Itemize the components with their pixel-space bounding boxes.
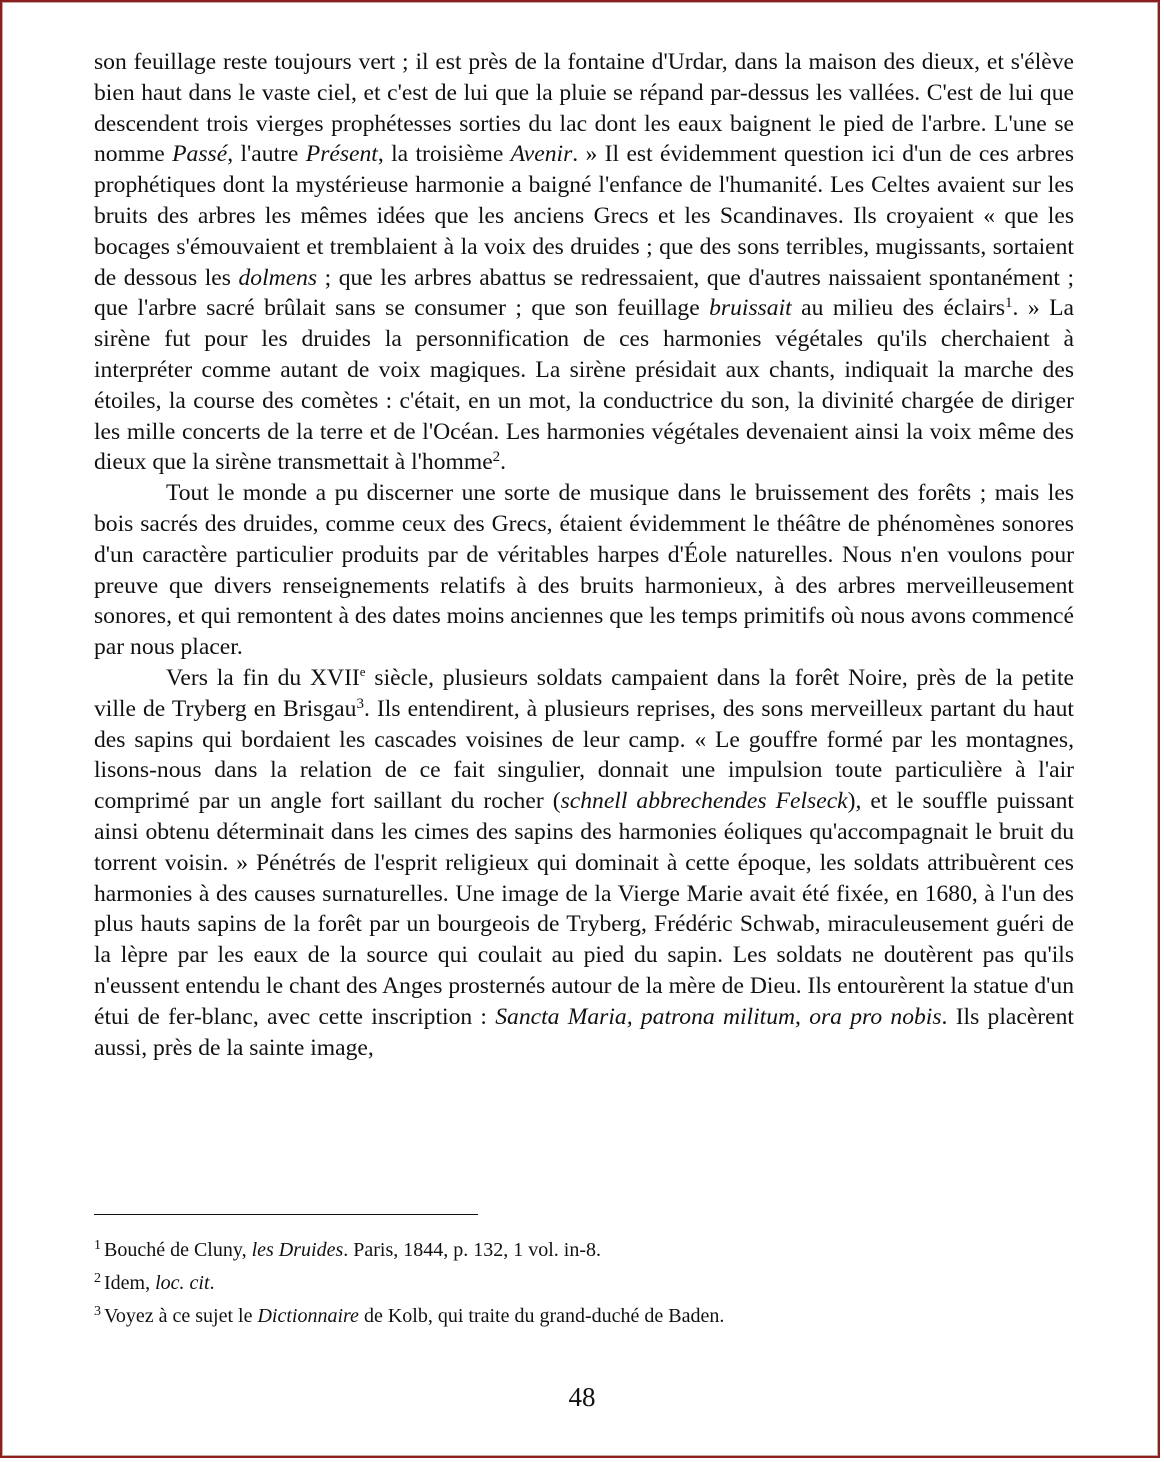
text-run: siècle, plusieurs soldats campaient dans la forêt Noire, près de la petite ville de Tryberg en Brisgau (94, 664, 1074, 722)
footnote-italic: loc. cit (155, 1272, 210, 1294)
footnote-ref: 3 (356, 695, 364, 712)
footnote-1 (94, 1234, 1074, 1267)
text-run: . Ils entendirent, à plusieurs reprises, des sons merveilleux partant du haut des sapins qui bordaient les cascades voisines de leur camp. « Le gouffre formé par les montagnes, lisons-nous dans la relation de ce fait singulier, donnait une impulsion toute particulière à l'air comprimé par un angle fort saillant du rocher ( (94, 695, 1074, 815)
body-text (94, 47, 1074, 1063)
footnote-number: 2 (94, 1271, 101, 1286)
paragraph-1 (94, 47, 1074, 478)
text-run: ), et le souffle puissant ainsi obtenu déterminait dans les cimes des sapins des harmonies éoliques qu'accompagnait le bruit du torrent voisin. » Pénétrés de l'esprit religieux qui dominait à cette époque, les soldats attribuèrent ces harmonies à des causes surnaturelles. Une image de la Vierge Marie avait été fixée, en 1680, à l'un des plus hauts sapins de la forêt par un bourgeois de Tryberg, Frédéric Schwab, miraculeusement guéri de la lèpre par les eaux de la source qui coulait au pied du sapin. Les soldats ne doutèrent pas qu'ils n'eussent entendu le chant des Anges prosternés autour de la mère de Dieu. Ils entourèrent la statue d'un étui de fer-blanc, avec cette inscription : (94, 788, 1074, 1030)
ordinal-superscript: e (359, 663, 366, 679)
footnote-number: 1 (94, 1238, 101, 1253)
footnote-text: . (209, 1272, 215, 1294)
footnote-text: . Paris, 1844, p. 132, 1 vol. in-8. (343, 1239, 602, 1261)
page-number: 48 (568, 1382, 596, 1412)
text-run: ; que les arbres abattus se redressaient, que d'autres naissaient spontanément ; que l'arbre sacré brûlait sans se consumer ; que son feuillage (94, 264, 1074, 322)
text-run: , l'autre (227, 141, 306, 168)
footnote-separator (94, 1214, 478, 1215)
footnote-number: 3 (94, 1304, 101, 1319)
text-run: au milieu des éclairs (791, 295, 1006, 322)
italic-run: bruissait (709, 295, 792, 322)
italic-run: Passé (172, 141, 228, 168)
footnote-ref: 2 (492, 449, 501, 466)
text-run: . » La sirène fut pour les druides la personnification de ces harmonies végétales qu'ils cherchaient à interpréter comme autant de voix magiques. La sirène présidait aux chants, indiquait la marche des étoiles, la course des comètes : c'était, en un mot, la conductrice du son, la divinité chargée de diriger les mille concerts de la terre et de l'Océan. Les harmonies végétales devenaient ainsi la voix même des dieux que la sirène transmettait à l'homme (94, 295, 1074, 476)
footnotes (94, 1234, 1074, 1333)
footnote-text: Idem, (104, 1272, 156, 1294)
footnote-2 (94, 1267, 1074, 1300)
italic-run: dolmens (238, 264, 318, 291)
text-run: , la troisième (377, 141, 511, 168)
italic-run: Avenir (510, 141, 573, 168)
text-run: . » Il est évidemment question ici d'un de ces arbres prophétiques dont la mystérieuse harmonie a baigné l'enfance de l'humanité. Les Celtes avaient sur les bruits des arbres les mêmes idées que les anciens Grecs et les Scandinaves. Ils croyaient « que les bocages s'émouvaient et tremblaient à la voix des druides ; que des sons terribles, mugissants, sortaient de dessous les (94, 141, 1075, 291)
text-run: son feuillage reste toujours vert ; il est près de la fontaine d'Urdar, dans la maison des dieux, et s'élève bien haut dans le vaste ciel, et c'est de lui que la pluie se répand par-dessus les vallées. C'est de lui que descendent trois vierges prophétesses sorties du lac dont les eaux baignent le pied de l'arbre. L'une se nomme (94, 49, 1074, 168)
paragraph-2: Tout le monde a pu discerner une sorte de musique dans le bruissement des forêts ; mais les bois sacrés des druides, comme ceux des Grecs, étaient évidemment le théâtre de phénomènes sonores d'un caractère particulier produits par de véritables harpes d'Éole naturelles. Nous n'en voulons pour preuve que divers renseignements relatifs à des bruits harmonieux, à des arbres merveilleusement sonores, et qui remontent à des dates moins anciennes que les temps primitifs où nous avons commencé par nous placer. (94, 480, 1074, 661)
text-run: . (500, 449, 507, 476)
italic-run: Sancta Maria, patrona militum, ora pro nobis (495, 1003, 942, 1030)
footnote-3 (94, 1300, 1074, 1333)
footnote-text: Voyez à ce sujet le (104, 1305, 258, 1327)
footnote-text: de Kolb, qui traite du grand-duché de Baden. (358, 1305, 725, 1327)
paragraph-3 (94, 663, 1074, 1063)
italic-run: Présent (305, 141, 378, 168)
footnote-text: Bouché de Cluny, (104, 1239, 252, 1261)
text-run: . Ils placèrent aussi, près de la sainte image, (94, 1003, 1074, 1061)
italic-run: schnell abbrechendes Felseck (560, 788, 848, 815)
footnote-italic: Dictionnaire (257, 1305, 359, 1327)
footnote-ref: 1 (1005, 295, 1013, 312)
footnote-italic: les Druides (251, 1239, 344, 1261)
text-run: Vers la fin du XVII (166, 664, 360, 691)
